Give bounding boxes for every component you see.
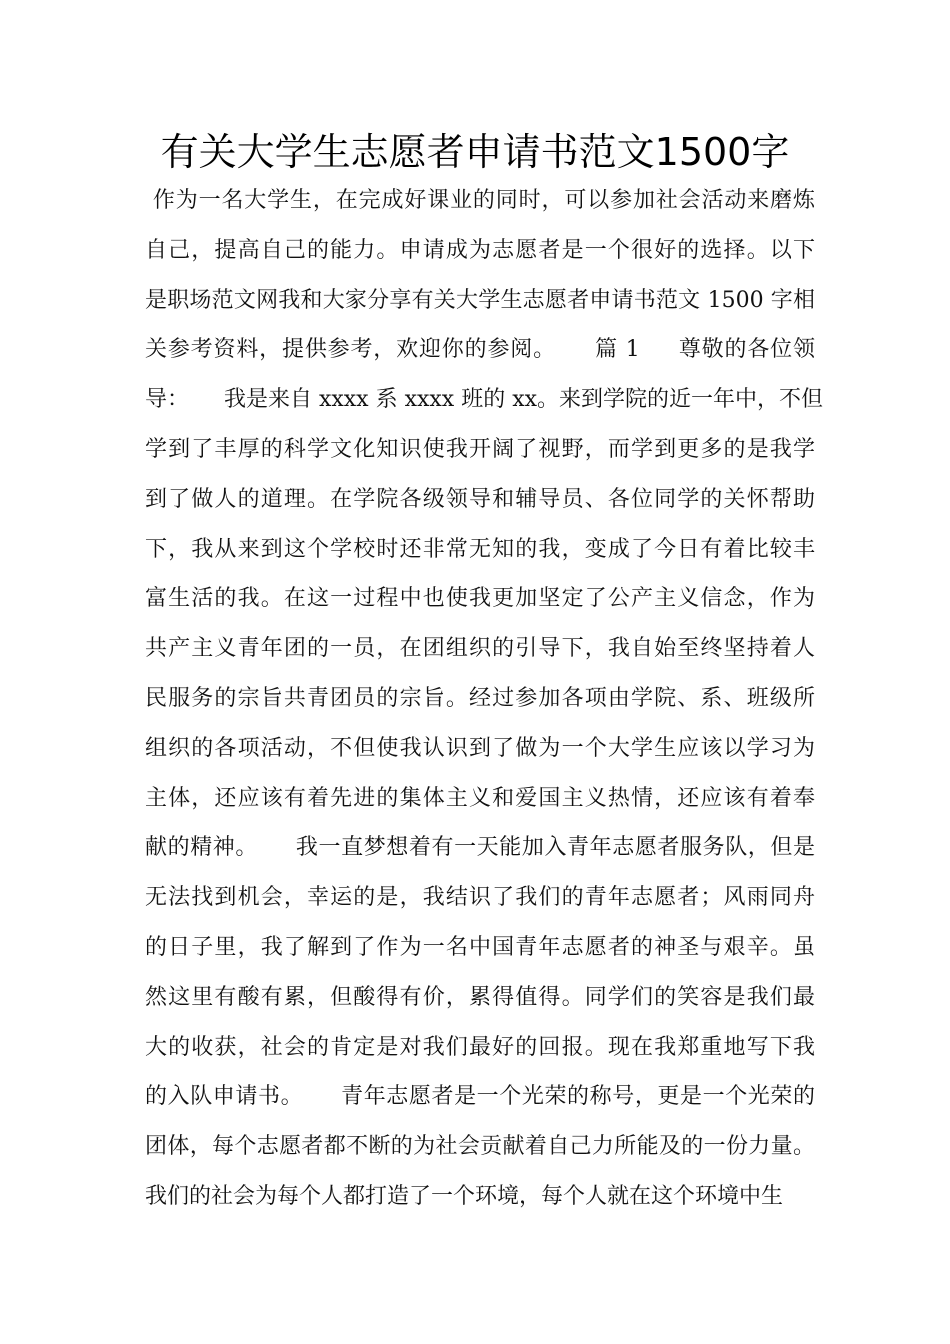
body-line: 富生活的我。在这一过程中也使我更加坚定了公产主义信念，作为 (145, 586, 815, 612)
body-line: 主体，还应该有着先进的集体主义和爱国主义热情，还应该有着奉 (145, 785, 815, 811)
body-line: 下，我从来到这个学校时还非常无知的我，变成了今日有着比较丰 (145, 536, 815, 562)
body-line: 到了做人的道理。在学院各级领导和辅导员、各位同学的关怀帮助 (145, 486, 815, 512)
body-line: 大的收获，社会的肯定是对我们最好的回报。现在我郑重地写下我 (145, 1034, 815, 1060)
body-line: 学到了丰厚的科学文化知识使我开阔了视野，而学到更多的是我学 (145, 436, 815, 462)
body-line: 无法找到机会，幸运的是，我结识了我们的青年志愿者；风雨同舟 (145, 885, 815, 911)
body-line: 团体，每个志愿者都不断的为社会贡献着自己力所能及的一份力量。 (145, 1134, 815, 1160)
body-line: 我们的社会为每个人都打造了一个环境，每个人就在这个环境中生 (145, 1183, 784, 1209)
body-line: 然这里有酸有累，但酸得有价，累得值得。同学们的笑容是我们最 (145, 984, 815, 1010)
body-line: 共产主义青年团的一员，在团组织的引导下，我自始至终坚持着人 (145, 636, 815, 662)
body-line: 的入队申请书。 青年志愿者是一个光荣的称号，更是一个光荣的 (145, 1084, 815, 1110)
body-line: 民服务的宗旨共青团员的宗旨。经过参加各项由学院、系、班级所 (145, 685, 815, 711)
body-line: 自己，提高自己的能力。申请成为志愿者是一个很好的选择。以下 (145, 237, 815, 263)
document-title: 有关大学生志愿者申请书范文1500字 (160, 130, 790, 174)
body-line: 作为一名大学生，在完成好课业的同时，可以参加社会活动来磨炼 (145, 188, 815, 213)
body-line: 导： 我是来自 xxxx 系 xxxx 班的 xx。来到学院的近一年中，不但 (145, 387, 824, 413)
body-line: 的日子里，我了解到了作为一名中国青年志愿者的神圣与艰辛。虽 (145, 934, 815, 960)
body-line: 献的精神。 我一直梦想着有一天能加入青年志愿者服务队，但是 (145, 835, 815, 861)
body-line: 组织的各项活动，不但使我认识到了做为一个大学生应该以学习为 (145, 735, 815, 761)
body-line: 关参考资料，提供参考，欢迎你的参阅。 篇 1 尊敬的各位领 (145, 337, 815, 363)
body-line: 是职场范文网我和大家分享有关大学生志愿者申请书范文 1500 字相 (145, 287, 815, 313)
document-body (145, 176, 824, 1222)
